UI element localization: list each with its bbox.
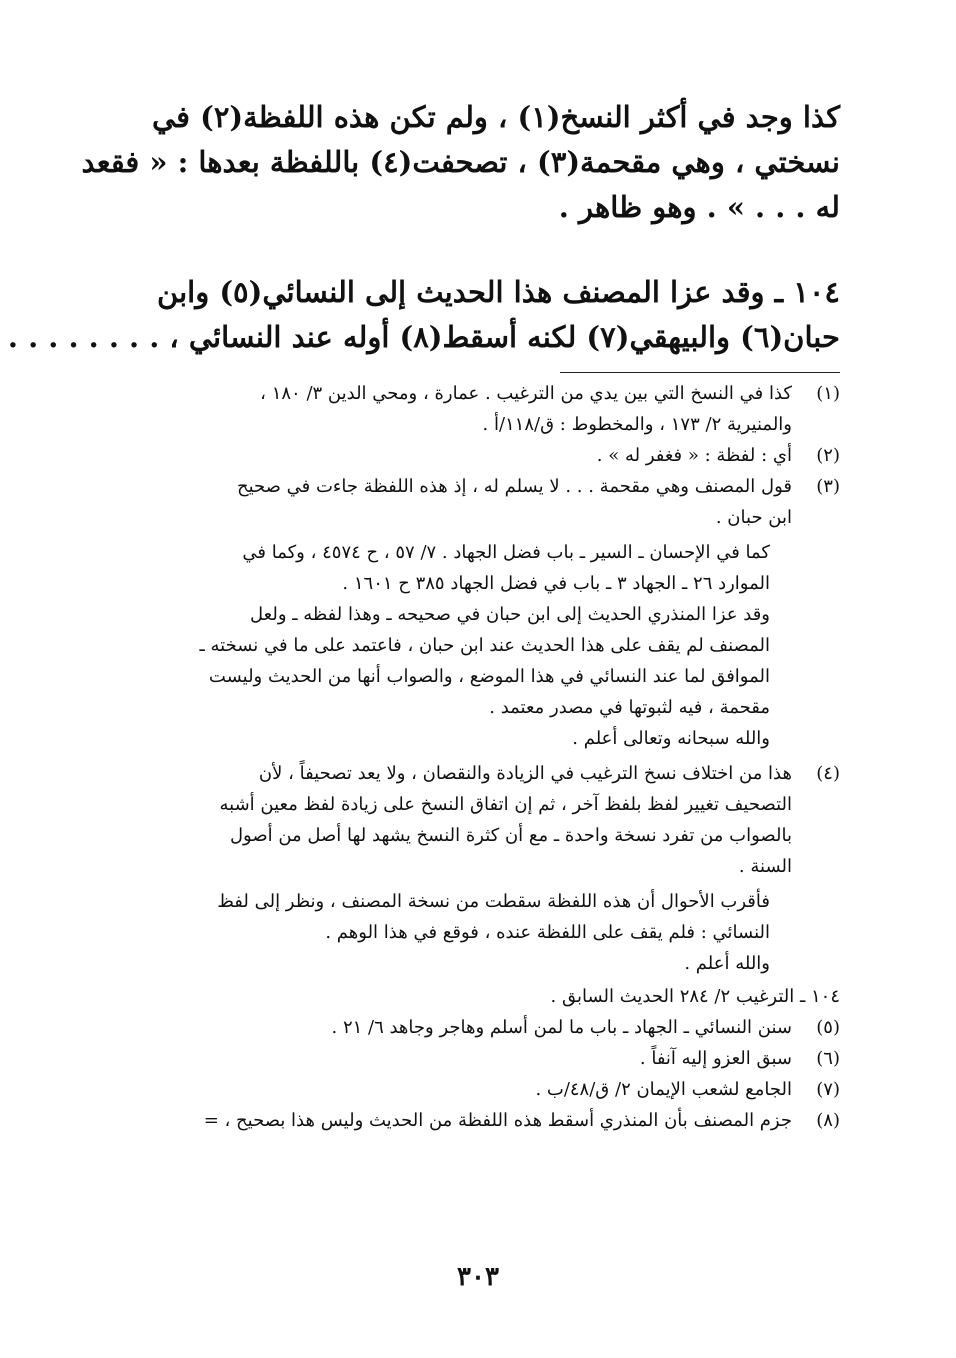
- footnote-line: كما في الإحسان ـ السير ـ باب فضل الجهاد . ٧/ ٥٧ ، ح ٤٥٧٤ ، وكما في: [242, 542, 770, 563]
- footnote-line: والله أعلم .: [684, 953, 770, 974]
- footnote-line: الموافق لما عند النسائي في هذا الموضع ، والصواب أنها من الحديث وليست: [208, 666, 770, 687]
- footnote-text: سنن النسائي ـ الجهاد ـ باب ما لمن أسلم وهاجر وجاهد ٦/ ٢١ .: [331, 1017, 792, 1038]
- main-line: ١٠٤ ـ وقد عزا المصنف هذا الحديث إلى النسائي(٥) وابن: [157, 275, 840, 309]
- footnote-line: السنة .: [738, 856, 792, 877]
- footnote-number: (٤): [816, 763, 840, 784]
- footnote-number: (١): [816, 383, 840, 404]
- footnote-7: [140, 1074, 840, 1105]
- footnote-line: وقد عزا المنذري الحديث إلى ابن حبان في صحيحه ـ وهذا لفظه ـ ولعل: [250, 604, 770, 625]
- footnote-line: هذا من اختلاف نسخ الترغيب في الزيادة والنقصان ، ولا يعد تصحيفاً ، لأن: [258, 763, 792, 784]
- footnote-1: [140, 378, 840, 440]
- main-paragraph-1: [81, 95, 840, 230]
- page-number: ٣٠٣: [457, 1262, 499, 1292]
- footnote-number: (٨): [816, 1110, 840, 1131]
- footnote-4: [140, 758, 840, 882]
- footnote-4-continuation: [140, 948, 840, 979]
- main-paragraph-2: [7, 270, 840, 360]
- footnote-3-continuation: [140, 599, 840, 723]
- main-line: حبان(٦) والبيهقي(٧) لكنه أسقط(٨) أوله عند النسائي ، . . . . . . . .: [7, 320, 840, 354]
- footnote-number: (٢): [816, 445, 840, 466]
- footnote-line: الموارد ٢٦ ـ الجهاد ٣ ـ باب في فضل الجهاد ٣٨٥ ح ١٦٠١ .: [342, 573, 770, 594]
- footnote-divider: [560, 372, 840, 373]
- footnote-text: [140, 378, 792, 440]
- footnote-line: المصنف لم يقف على هذا الحديث عند ابن حبان ، فاعتمد على ما في نسخته ـ: [199, 635, 770, 656]
- footnote-text: الجامع لشعب الإيمان ٢/ ق/٤٨/ب .: [535, 1079, 792, 1100]
- main-line: نسختي ، وهي مقحمة(٣) ، تصحفت(٤) باللفظة بعدها : « فقعد: [81, 145, 840, 179]
- footnote-line: والله سبحانه وتعالى أعلم .: [572, 728, 770, 749]
- footnote-line: ابن حبان .: [715, 507, 792, 528]
- footnote-4-continuation: [140, 886, 840, 948]
- footnote-line: قول المصنف وهي مقحمة . . . لا يسلم له ، إذ هذه اللفظة جاءت في صحيح: [236, 476, 792, 497]
- footnote-line: فأقرب الأحوال أن هذه اللفظة سقطت من نسخة المصنف ، ونظر إلى لفظ: [217, 891, 770, 912]
- footnote-text: جزم المصنف بأن المنذري أسقط هذه اللفظة من الحديث وليس هذا بصحيح ، =: [203, 1110, 792, 1131]
- footnote-2: [140, 440, 840, 471]
- reference-text: ١٠٤ ـ الترغيب ٢/ ٢٨٤ الحديث السابق .: [550, 986, 840, 1007]
- footnote-number: (٦): [816, 1048, 840, 1069]
- footnote-6: [140, 1043, 840, 1074]
- footnote-line: بالصواب من تفرد نسخة واحدة ـ مع أن كثرة النسخ يشهد لها أصل من أصول: [229, 825, 792, 846]
- footnote-line: التصحيف تغيير لفظ بلفظ آخر ، ثم إن اتفاق النسخ على زيادة لفظ معين أشبه: [219, 794, 792, 815]
- footnote-line: مقحمة ، فيه لثبوتها في مصدر معتمد .: [489, 697, 770, 718]
- main-line: كذا وجد في أكثر النسخ(١) ، ولم تكن هذه اللفظة(٢) في: [151, 100, 840, 134]
- footnote-line: والمنيرية ٢/ ١٧٣ ، والمخطوط : ق/١١٨/أ .: [482, 414, 792, 435]
- footnote-number: (٣): [816, 476, 840, 497]
- footnote-line: النسائي : فلم يقف على اللفظة عنده ، فوقع في هذا الوهم .: [325, 922, 770, 943]
- footnote-3: [140, 471, 840, 533]
- footnote-line: كذا في النسخ التي بين يدي من الترغيب . عمارة ، ومحي الدين ٣/ ١٨٠ ،: [260, 383, 792, 404]
- footnote-3-continuation: [140, 723, 840, 754]
- footnote-number: (٧): [816, 1079, 840, 1100]
- footnote-text: [140, 758, 792, 882]
- footnotes-section: [140, 378, 840, 1136]
- footnote-text: [140, 471, 792, 533]
- footnote-5: [140, 1012, 840, 1043]
- reference-104: [140, 981, 840, 1012]
- footnote-number: (٥): [816, 1017, 840, 1038]
- footnote-text: سبق العزو إليه آنفاً .: [639, 1048, 792, 1069]
- footnote-text: [140, 440, 792, 471]
- main-line: له . . . » . وهو ظاهر .: [558, 190, 840, 224]
- footnote-8: [140, 1105, 840, 1136]
- footnote-3-continuation: [140, 537, 840, 599]
- footnote-line: أي : لفظة : « فغفر له » .: [596, 445, 792, 466]
